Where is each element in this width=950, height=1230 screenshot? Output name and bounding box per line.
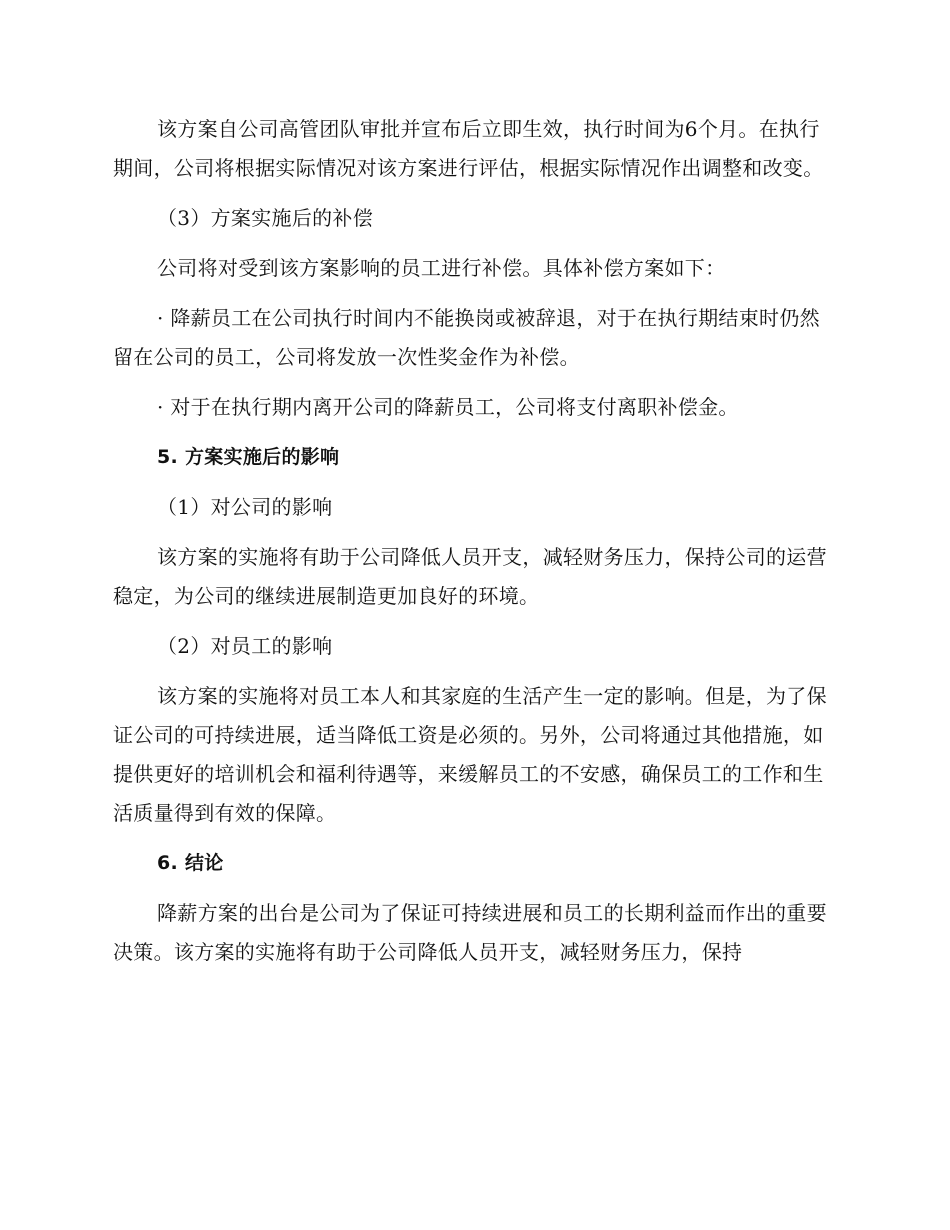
paragraph-effective-period: 该方案自公司高管团队审批并宣布后立即生效，执行时间为6个月。在执行期间，公司将根据实际情况对该方案进行评估，根据实际情况作出调整和改变。 xyxy=(113,117,824,180)
subheading-compensation: （3）方案实施后的补偿 xyxy=(157,206,374,230)
paragraph-employee-impact: 该方案的实施将对员工本人和其家庭的生活产生一定的影响。但是，为了保证公司的可持续进展，适当降低工资是必须的。另外，公司将通过其他措施，如提供更好的培训机会和福利待遇等，来缓解员工的不安感，确保员工的工作和生活质量得到有效的保障。 xyxy=(113,684,827,825)
bullet-bonus: · 降薪员工在公司执行时间内不能换岗或被辞退，对于在执行期结束时仍然留在公司的员工，公司将发放一次性奖金作为补偿。 xyxy=(113,306,820,369)
subheading-company-impact: （1）对公司的影响 xyxy=(157,495,333,519)
section-heading-impact: 5. 方案实施后的影响 xyxy=(157,446,340,468)
paragraph-conclusion: 降薪方案的出台是公司为了保证可持续进展和员工的长期利益而作出的重要决策。该方案的实施将有助于公司降低人员开支，减轻财务压力，保持 xyxy=(113,901,827,964)
document-body xyxy=(113,110,833,972)
bullet-severance: · 对于在执行期内离开公司的降薪员工，公司将支付离职补偿金。 xyxy=(157,395,739,419)
paragraph-compensation-intro: 公司将对受到该方案影响的员工进行补偿。具体补偿方案如下： xyxy=(157,256,726,280)
section-heading-conclusion: 6. 结论 xyxy=(157,852,224,874)
subheading-employee-impact: （2）对员工的影响 xyxy=(157,634,333,658)
paragraph-company-impact: 该方案的实施将有助于公司降低人员开支，减轻财务压力，保持公司的运营稳定，为公司的继续进展制造更加良好的环境。 xyxy=(113,545,827,608)
